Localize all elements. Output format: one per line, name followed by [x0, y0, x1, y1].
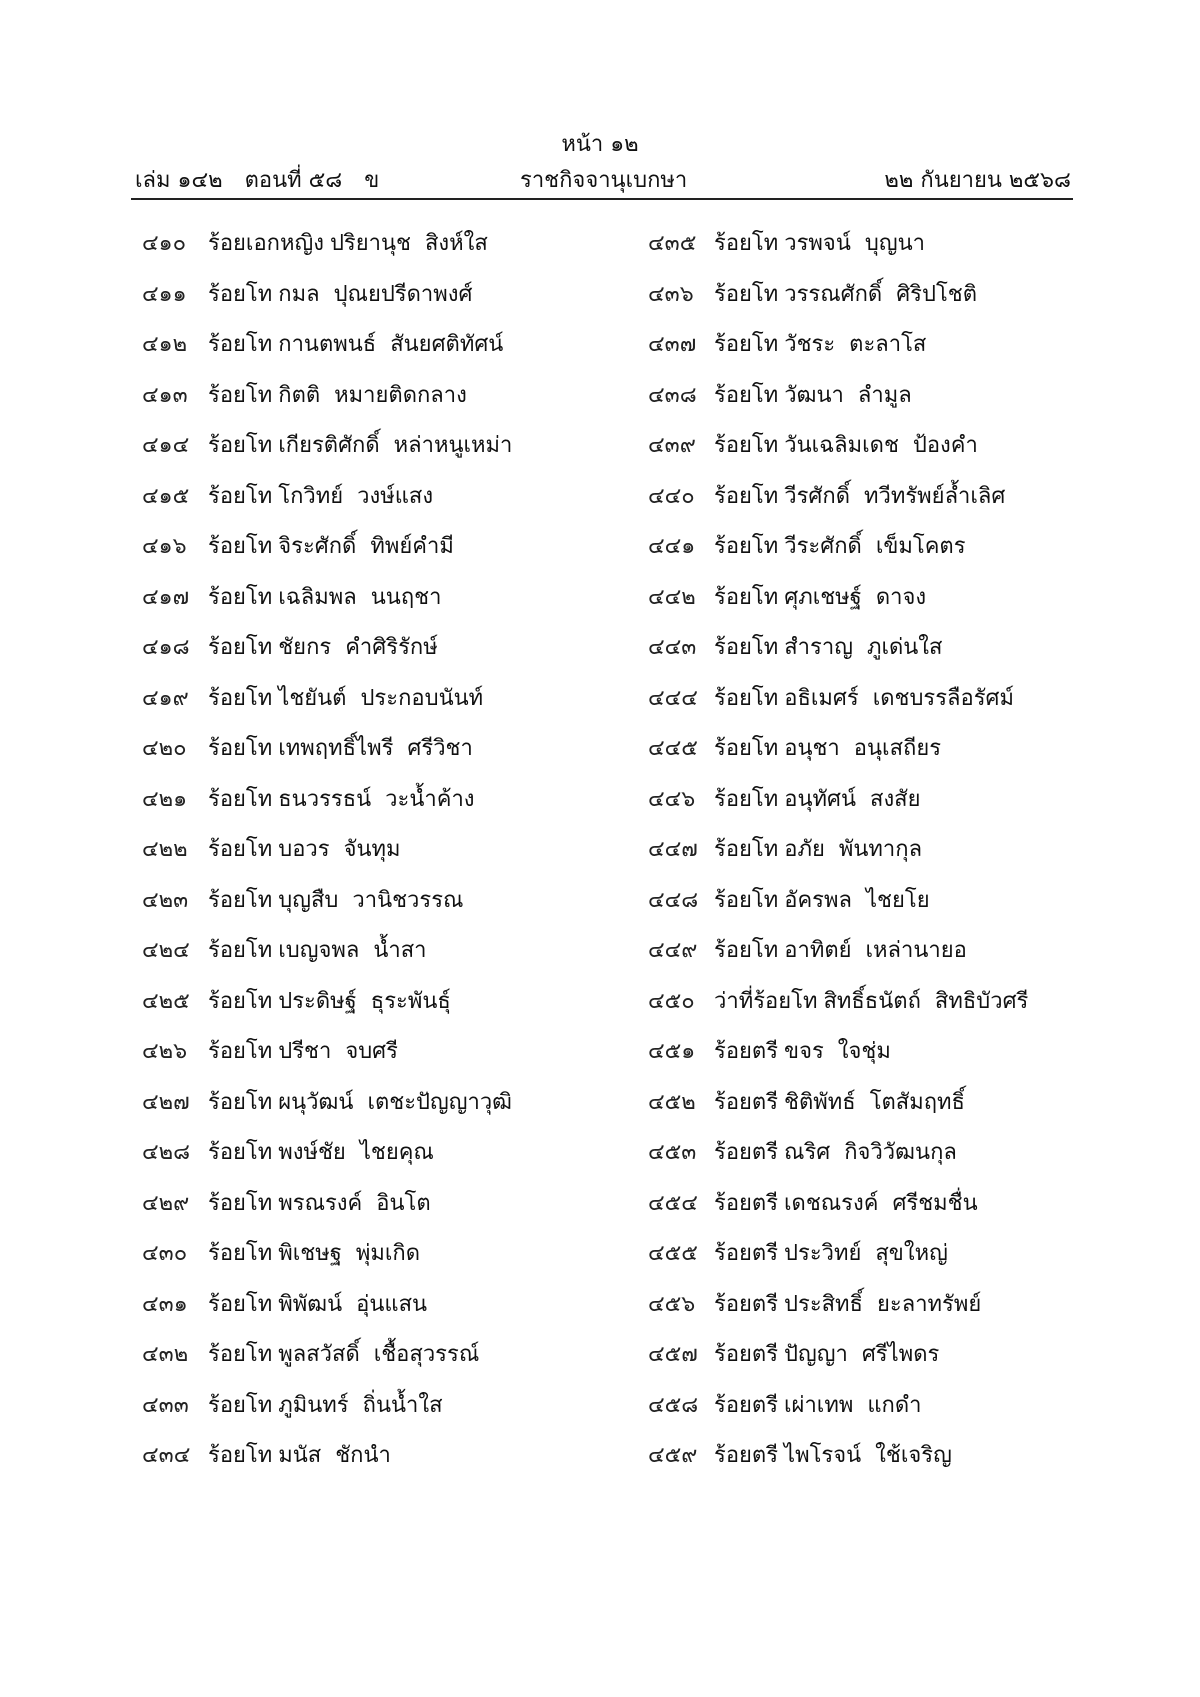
- entry-given-name: วรพจน์: [784, 231, 851, 256]
- list-item: [648, 432, 1118, 483]
- entry-given-name: ปัญญา: [784, 1342, 848, 1367]
- entry-surname: ศิริปโชติ: [896, 281, 977, 307]
- entry-given-name: บอวร: [278, 837, 330, 862]
- entry-rank: ร้อยตรี: [714, 1089, 779, 1115]
- entry-number: ๔๑๖: [142, 534, 187, 559]
- entry-number: ๔๔๒: [648, 584, 696, 610]
- list-item: [142, 382, 612, 433]
- entry-given-name: พูลสวัสดิ์: [278, 1342, 360, 1367]
- entry-surname: อนุเสถียร: [853, 736, 942, 761]
- entry-given-name: เฉลิมพล: [278, 584, 357, 610]
- list-item: [142, 1392, 612, 1443]
- entry-number: ๔๒๐: [142, 736, 187, 761]
- entry-number: ๔๒๑: [142, 786, 188, 812]
- entry-surname: ทิพย์คำมี: [370, 534, 454, 559]
- entry-given-name: เดชณรงค์: [784, 1190, 879, 1216]
- entry-number: ๔๑๒: [142, 332, 188, 357]
- entry-given-name: อนุทัศน์: [784, 786, 857, 812]
- list-item: [142, 483, 612, 534]
- entry-number: ๔๕๔: [648, 1190, 698, 1216]
- entry-rank: ร้อยโท: [208, 988, 273, 1014]
- entry-number: ๔๓๒: [142, 1342, 189, 1367]
- entry-rank: ร้อยโท: [208, 281, 273, 307]
- entry-rank: ร้อยโท: [208, 837, 273, 862]
- entry-rank: ร้อยโท: [208, 685, 273, 711]
- entry-rank: ร้อยโท: [714, 534, 779, 559]
- entry-surname: ใจชุ่ม: [837, 1039, 891, 1064]
- entry-number: ๔๑๕: [142, 483, 190, 509]
- entry-given-name: ณริศ: [784, 1140, 831, 1165]
- entry-rank: ร้อยโท: [714, 938, 779, 963]
- entry-given-name: พิเชษฐ: [278, 1241, 342, 1266]
- entry-number: ๔๔๔: [648, 685, 698, 711]
- entry-surname: วะน้ำค้าง: [385, 786, 475, 812]
- list-item: [648, 281, 1118, 332]
- list-item: [142, 1442, 612, 1493]
- entry-surname: วานิชวรรณ: [352, 887, 464, 913]
- entry-surname: เข็มโคตร: [875, 534, 966, 559]
- entry-rank: ร้อยโท: [208, 1291, 273, 1317]
- entry-number: ๔๑๔: [142, 433, 190, 458]
- entry-surname: สงสัย: [870, 786, 921, 812]
- entry-surname: แกดำ: [867, 1392, 922, 1418]
- entry-given-name: อาทิตย์: [784, 938, 852, 963]
- entry-given-name: ธนวรรธน์: [278, 786, 372, 812]
- list-item: [142, 533, 612, 584]
- entry-number: ๔๔๕: [648, 736, 698, 761]
- entry-rank: ร้อยโท: [714, 635, 779, 660]
- entry-number: ๔๔๖: [648, 786, 696, 812]
- entry-given-name: พรณรงค์: [278, 1190, 363, 1216]
- entry-given-name: บุญสืบ: [278, 887, 339, 913]
- list-item: [142, 331, 612, 382]
- list-item: [648, 331, 1118, 382]
- entry-rank: ร้อยตรี: [714, 1190, 779, 1216]
- entry-rank: ร้อยโท: [208, 584, 273, 610]
- list-item: [648, 230, 1118, 281]
- entry-given-name: อัครพล: [784, 887, 852, 913]
- entry-given-name: ประดิษฐ์: [278, 988, 357, 1014]
- entry-given-name: เกียรติศักดิ์: [278, 433, 380, 458]
- entry-surname: ปุณยปรีดาพงศ์: [333, 281, 473, 307]
- entry-given-name: ไชยันต์: [278, 685, 347, 711]
- entry-surname: ยะลาทรัพย์: [877, 1291, 982, 1317]
- list-item: [648, 836, 1118, 887]
- entry-given-name: วีระศักดิ์: [784, 534, 862, 559]
- entry-surname: ไชยโย: [865, 887, 930, 913]
- entry-surname: ทวีทรัพย์ล้ำเลิศ: [864, 483, 1006, 509]
- left-name-list: [142, 230, 612, 1493]
- entry-surname: สิทธิบัวศรี: [934, 988, 1029, 1014]
- entry-surname: ศรีวิชา: [407, 736, 473, 761]
- list-item: [648, 988, 1118, 1039]
- entry-surname: น้ำสา: [373, 938, 427, 963]
- entry-rank: ร้อยโท: [208, 534, 273, 559]
- entry-given-name: ประวิทย์: [784, 1241, 862, 1266]
- entry-surname: อินโต: [376, 1190, 431, 1216]
- entry-given-name: วีรศักดิ์: [784, 483, 850, 509]
- entry-rank: ร้อยโท: [714, 483, 779, 509]
- entry-surname: ชักนำ: [335, 1443, 391, 1468]
- list-item: [648, 1291, 1118, 1342]
- entry-rank: ร้อยโท: [208, 887, 273, 913]
- list-item: [648, 1392, 1118, 1443]
- entry-rank: ร้อยโท: [714, 231, 779, 256]
- entry-surname: สันยศติทัศน์: [390, 332, 504, 357]
- entry-rank: ร้อยโท: [714, 281, 779, 307]
- entry-surname: สุขใหญ่: [875, 1241, 948, 1266]
- list-item: [648, 533, 1118, 584]
- entry-rank: ร้อยโท: [714, 332, 779, 357]
- list-item: [142, 1089, 612, 1140]
- entry-number: ๔๒๘: [142, 1140, 191, 1165]
- entry-number: ๔๓๙: [648, 433, 696, 458]
- publication-title: ราชกิจจานุเบกษา: [520, 168, 688, 193]
- list-item: [142, 786, 612, 837]
- entry-rank: ร้อยโท: [208, 635, 273, 660]
- list-item: [648, 483, 1118, 534]
- entry-number: ๔๒๒: [142, 837, 188, 862]
- list-item: [648, 1089, 1118, 1140]
- entry-rank: ร้อยโท: [714, 786, 779, 812]
- entry-surname: โตสัมฤทธิ์: [869, 1089, 965, 1115]
- entry-number: ๔๑๘: [142, 635, 190, 660]
- entry-number: ๔๒๓: [142, 887, 189, 913]
- issue-label: ตอนที่ ๕๘: [244, 168, 343, 193]
- list-item: [648, 937, 1118, 988]
- entry-rank: ร้อยโท: [208, 736, 273, 761]
- entry-surname: ธุระพันธุ์: [370, 988, 451, 1014]
- entry-number: ๔๒๙: [142, 1190, 190, 1216]
- list-item: [648, 1038, 1118, 1089]
- entry-given-name: มนัส: [278, 1443, 322, 1468]
- entry-given-name: โกวิทย์: [278, 483, 344, 509]
- entry-given-name: วัฒนา: [784, 382, 844, 408]
- list-item: [648, 1341, 1118, 1392]
- entry-given-name: ภูมินทร์: [278, 1392, 349, 1418]
- list-item: [648, 1190, 1118, 1241]
- entry-number: ๔๑๑: [142, 281, 187, 307]
- list-item: [648, 584, 1118, 635]
- entry-rank: ร้อยโท: [714, 433, 779, 458]
- entry-surname: วงษ์แสง: [357, 483, 434, 509]
- entry-given-name: อภัย: [784, 837, 825, 862]
- list-item: [142, 1190, 612, 1241]
- list-item: [142, 988, 612, 1039]
- entry-number: ๔๕๓: [648, 1140, 697, 1165]
- entry-surname: อุ่นแสน: [356, 1291, 428, 1317]
- list-item: [142, 634, 612, 685]
- entry-surname: ศรีชมชื่น: [892, 1190, 978, 1216]
- entry-surname: ดาจง: [875, 584, 927, 610]
- entry-number: ๔๓๓: [142, 1392, 189, 1418]
- entry-given-name: ไพโรจน์: [784, 1443, 862, 1468]
- entry-surname: กิจวิวัฒนกุล: [844, 1140, 957, 1165]
- entry-number: ๔๒๖: [142, 1039, 188, 1064]
- entry-number: ๔๔๗: [648, 837, 698, 862]
- entry-number: ๔๑๙: [142, 685, 189, 711]
- entry-number: ๔๓๐: [142, 1241, 188, 1266]
- entry-number: ๔๕๐: [648, 988, 695, 1014]
- list-item: [142, 836, 612, 887]
- entry-number: ๔๕๑: [648, 1039, 696, 1064]
- entry-surname: หมายติดกลาง: [334, 382, 467, 408]
- entry-rank: ร้อยตรี: [714, 1291, 779, 1317]
- entry-given-name: เบญจพล: [278, 938, 360, 963]
- entry-rank: ว่าที่ร้อยโท: [714, 988, 818, 1014]
- entry-surname: ตะลาโส: [849, 332, 927, 357]
- entry-given-name: อนุชา: [784, 736, 840, 761]
- entry-surname: บุญนา: [864, 231, 925, 256]
- entry-rank: ร้อยโท: [208, 1190, 273, 1216]
- section-label: ข: [364, 168, 380, 193]
- entry-rank: ร้อยโท: [208, 1140, 273, 1165]
- entry-rank: ร้อยตรี: [714, 1241, 779, 1266]
- list-item: [142, 432, 612, 483]
- entry-surname: ใช้เจริญ: [875, 1443, 952, 1468]
- entry-rank: ร้อยโท: [208, 1089, 273, 1115]
- entry-given-name: สิทธิ์ธนัตถ์: [823, 988, 921, 1014]
- entry-surname: คำศิริรักษ์: [345, 635, 438, 660]
- entry-rank: ร้อยโท: [714, 887, 779, 913]
- entry-rank: ร้อยตรี: [714, 1342, 779, 1367]
- entry-surname: นนฤชา: [370, 584, 442, 610]
- list-item: [142, 1139, 612, 1190]
- entry-surname: ลำมูล: [857, 382, 912, 408]
- entry-number: ๔๓๔: [142, 1443, 191, 1468]
- list-item: [648, 786, 1118, 837]
- entry-rank: ร้อยตรี: [714, 1443, 779, 1468]
- list-item: [648, 685, 1118, 736]
- entry-rank: ร้อยโท: [714, 837, 779, 862]
- list-item: [142, 1341, 612, 1392]
- entry-surname: จันทุม: [343, 837, 401, 862]
- list-item: [142, 887, 612, 938]
- list-item: [648, 735, 1118, 786]
- entry-number: ๔๑๐: [142, 231, 187, 256]
- entry-number: ๔๒๕: [142, 988, 190, 1014]
- entry-number: ๔๒๔: [142, 938, 190, 963]
- entry-number: ๔๕๕: [648, 1241, 698, 1266]
- entry-surname: สิงห์ใส: [424, 231, 488, 256]
- entry-given-name: พิพัฒน์: [278, 1291, 343, 1317]
- entry-rank: ร้อยโท: [208, 1241, 273, 1266]
- entry-surname: ถิ่นน้ำใส: [362, 1392, 443, 1418]
- entry-given-name: วันเฉลิมเดช: [784, 433, 899, 458]
- list-item: [142, 281, 612, 332]
- entry-rank: ร้อยตรี: [714, 1140, 779, 1165]
- date-label: ๒๒ กันยายน ๒๕๖๘: [884, 168, 1071, 193]
- entry-surname: จบศรี: [345, 1039, 398, 1064]
- entry-given-name: จิระศักดิ์: [278, 534, 357, 559]
- entry-number: ๔๔๑: [648, 534, 696, 559]
- entry-number: ๔๔๓: [648, 635, 697, 660]
- entry-given-name: เผ่าเทพ: [784, 1392, 854, 1418]
- entry-surname: ป้องคำ: [912, 433, 978, 458]
- list-item: [648, 1240, 1118, 1291]
- entry-given-name: กานตพนธ์: [278, 332, 377, 357]
- entry-number: ๔๓๘: [648, 382, 697, 408]
- entry-number: ๔๕๒: [648, 1089, 696, 1115]
- entry-surname: เตชะปัญญาวุฒิ: [367, 1089, 513, 1115]
- entry-surname: พันทากุล: [838, 837, 923, 862]
- entry-surname: พุ่มเกิด: [355, 1241, 420, 1266]
- entry-given-name: ขจร: [784, 1039, 824, 1064]
- list-item: [142, 230, 612, 281]
- entry-given-name: ปริยานุช: [329, 231, 411, 256]
- entry-given-name: วรรณศักดิ์: [784, 281, 883, 307]
- entry-rank: ร้อยตรี: [714, 1039, 779, 1064]
- list-item: [142, 1291, 612, 1342]
- list-item: [142, 735, 612, 786]
- entry-rank: ร้อยโท: [714, 382, 779, 408]
- entry-surname: ไชยคุณ: [359, 1140, 434, 1165]
- entry-number: ๔๓๕: [648, 231, 697, 256]
- entry-number: ๔๓๖: [648, 281, 694, 307]
- entry-number: ๔๑๗: [142, 584, 190, 610]
- list-item: [648, 887, 1118, 938]
- list-item: [142, 685, 612, 736]
- entry-given-name: สำราญ: [784, 635, 853, 660]
- entry-rank: ร้อยเอกหญิง: [208, 231, 324, 256]
- entry-surname: ศรีไพดร: [861, 1342, 940, 1367]
- right-name-list: [648, 230, 1118, 1493]
- entry-number: ๔๓๑: [142, 1291, 188, 1317]
- entry-given-name: ชิติพัทธ์: [784, 1089, 856, 1115]
- entry-rank: ร้อยโท: [208, 938, 273, 963]
- entry-number: ๔๕๘: [648, 1392, 699, 1418]
- entry-surname: ประกอบนันท์: [360, 685, 484, 711]
- entry-given-name: ผนุวัฒน์: [278, 1089, 354, 1115]
- entry-rank: ร้อยโท: [208, 332, 273, 357]
- header-divider: [131, 198, 1073, 200]
- list-item: [648, 1442, 1118, 1493]
- entry-number: ๔๕๗: [648, 1342, 698, 1367]
- entry-rank: ร้อยโท: [208, 1342, 273, 1367]
- entry-surname: เหล่านายอ: [865, 938, 967, 963]
- entry-number: ๔๒๗: [142, 1089, 190, 1115]
- entry-given-name: อธิเมศร์: [784, 685, 859, 711]
- entry-given-name: พงษ์ชัย: [278, 1140, 346, 1165]
- list-item: [142, 937, 612, 988]
- entry-given-name: ศุภเชษฐ์: [784, 584, 862, 610]
- entry-number: ๔๔๐: [648, 483, 695, 509]
- entry-given-name: กิตติ: [278, 382, 321, 408]
- entry-rank: ร้อยโท: [714, 736, 779, 761]
- entry-rank: ร้อยโท: [714, 584, 779, 610]
- entry-number: ๔๓๗: [648, 332, 697, 357]
- entry-rank: ร้อยโท: [208, 1443, 273, 1468]
- list-item: [142, 584, 612, 635]
- entry-rank: ร้อยโท: [208, 483, 273, 509]
- entry-rank: ร้อยโท: [208, 786, 273, 812]
- entry-surname: ภูเด่นใส: [866, 635, 943, 660]
- entry-surname: เชื้อสุวรรณ์: [373, 1342, 480, 1367]
- entry-number: ๔๑๓: [142, 382, 188, 408]
- list-item: [648, 1139, 1118, 1190]
- entry-given-name: ปรีชา: [278, 1039, 332, 1064]
- gazette-header: [135, 162, 1071, 196]
- entry-given-name: เทพฤทธิ์ไพรี: [278, 736, 394, 761]
- entry-rank: ร้อยโท: [208, 382, 273, 408]
- entry-rank: ร้อยตรี: [714, 1392, 779, 1418]
- entry-surname: เดชบรรลือรัศม์: [872, 685, 1015, 711]
- volume-label: เล่ม ๑๔๒: [135, 168, 223, 193]
- entry-rank: ร้อยโท: [714, 685, 779, 711]
- list-item: [142, 1240, 612, 1291]
- list-item: [648, 634, 1118, 685]
- list-item: [142, 1038, 612, 1089]
- page-number: หน้า ๑๒: [561, 132, 639, 157]
- list-item: [648, 382, 1118, 433]
- entry-number: ๔๕๙: [648, 1443, 698, 1468]
- entry-surname: หล่าหนูเหม่า: [393, 433, 513, 458]
- entry-rank: ร้อยโท: [208, 1039, 273, 1064]
- entry-number: ๔๔๘: [648, 887, 699, 913]
- entry-given-name: กมล: [278, 281, 320, 307]
- entry-number: ๔๕๖: [648, 1291, 696, 1317]
- entry-given-name: วัชระ: [784, 332, 836, 357]
- entry-rank: ร้อยโท: [208, 433, 273, 458]
- header-left: [135, 162, 401, 197]
- entry-number: ๔๔๙: [648, 938, 698, 963]
- entry-given-name: ชัยกร: [278, 635, 332, 660]
- entry-given-name: ประสิทธิ์: [784, 1291, 863, 1317]
- entry-rank: ร้อยโท: [208, 1392, 273, 1418]
